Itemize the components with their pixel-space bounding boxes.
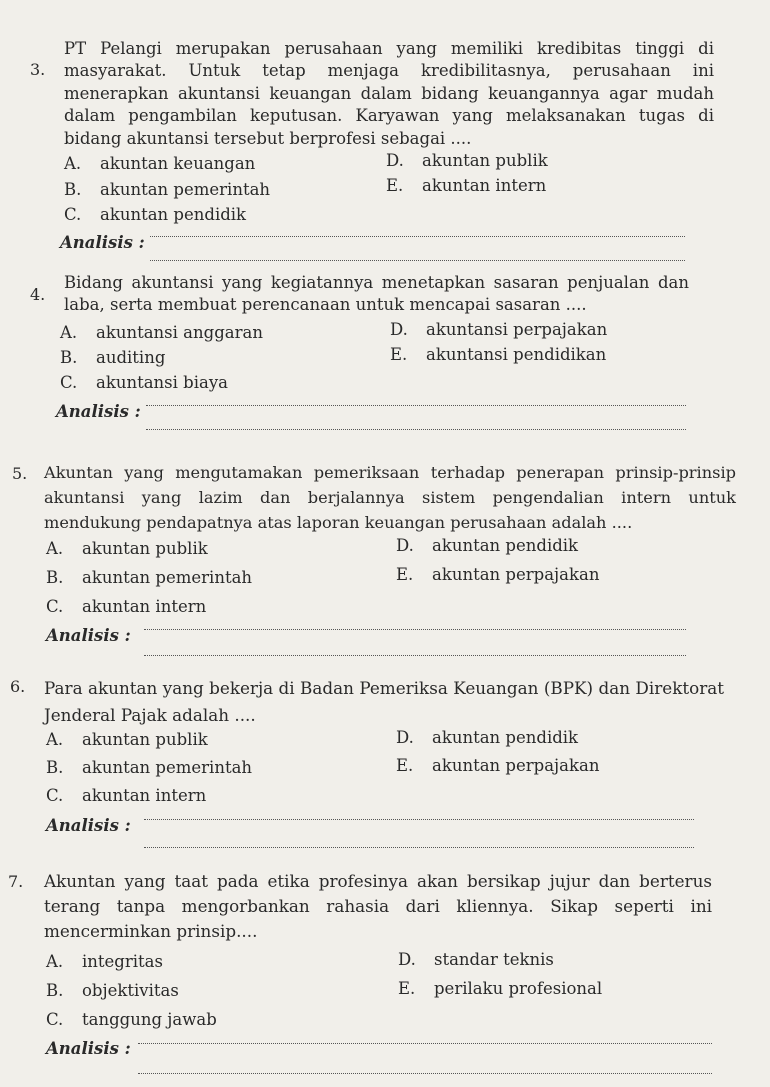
option-a[interactable] — [46, 952, 163, 971]
option-d[interactable] — [398, 950, 554, 969]
option-d[interactable] — [396, 728, 578, 747]
option-letter: B. — [46, 568, 64, 587]
option-text: akuntan perpajakan — [432, 756, 600, 775]
option-text: tanggung jawab — [82, 1010, 217, 1029]
option-letter: B. — [46, 981, 64, 1000]
option-text: akuntansi anggaran — [96, 323, 263, 342]
answer-line[interactable] — [138, 1072, 712, 1074]
option-letter: C. — [46, 597, 64, 616]
option-a[interactable] — [64, 154, 255, 173]
analysis-label: Analisis : — [46, 816, 131, 835]
answer-line[interactable] — [146, 428, 686, 430]
answer-line[interactable] — [144, 654, 686, 656]
answer-line[interactable] — [138, 1042, 712, 1044]
option-text: akuntan pendidik — [432, 728, 579, 747]
option-text: akuntan pendidik — [100, 205, 247, 224]
option-letter: C. — [46, 1010, 64, 1029]
option-letter: D. — [398, 950, 416, 969]
option-c[interactable] — [64, 205, 246, 224]
option-a[interactable] — [46, 730, 208, 749]
answer-line[interactable] — [144, 846, 694, 848]
answer-line[interactable] — [150, 235, 685, 237]
question-stem: Akuntan yang taat pada etika profesinya akan bersikap jujur dan berterus terang tanpa mengorbankan rahasia dari kliennya. Sikap seperti ini mencerminkan prinsip.... — [44, 871, 712, 941]
option-text: akuntan keuangan — [100, 154, 256, 173]
option-letter: E. — [398, 979, 416, 998]
option-c[interactable] — [46, 786, 206, 805]
answer-line[interactable] — [144, 818, 694, 820]
option-text: akuntan intern — [422, 176, 547, 195]
question-number: 7. — [8, 872, 24, 891]
option-text: akuntan publik — [82, 539, 208, 558]
analysis-label: Analisis : — [46, 626, 131, 645]
option-text: akuntan publik — [422, 151, 548, 170]
question-stem: Bidang akuntansi yang kegiatannya menetapkan sasaran penjualan dan laba, serta membuat perencanaan untuk mencapai sasaran .... — [64, 273, 689, 315]
option-letter: D. — [390, 320, 408, 339]
option-letter: E. — [386, 176, 404, 195]
option-text: akuntan pemerintah — [82, 758, 253, 777]
option-c[interactable] — [60, 373, 228, 392]
option-text: akuntan perpajakan — [432, 565, 600, 584]
option-letter: E. — [396, 756, 414, 775]
option-letter: B. — [64, 180, 82, 199]
option-letter: D. — [386, 151, 404, 170]
option-e[interactable] — [390, 345, 606, 364]
option-text: akuntan pemerintah — [100, 180, 271, 199]
question-number: 3. — [30, 60, 46, 79]
option-e[interactable] — [386, 176, 546, 195]
option-b[interactable] — [64, 180, 270, 199]
option-text: objektivitas — [82, 981, 179, 1000]
question-stem: Para akuntan yang bekerja di Badan Pemeriksa Keuangan (BPK) dan Direktorat Jenderal Pajak adalah .... — [44, 678, 724, 725]
option-letter: E. — [390, 345, 408, 364]
option-text: perilaku profesional — [434, 979, 603, 998]
option-text: integritas — [82, 952, 163, 971]
question-stem: PT Pelangi merupakan perusahaan yang memiliki kredibitas tinggi di masyarakat. Untuk tetap menjaga kredibilitasnya, perusahaan ini menerapkan akuntansi keuangan dalam bidang keuangannya agar mudah dalam pengambilan keputusan. Karyawan yang melaksanakan tugas di bidang akuntansi tersebut berprofesi sebagai .... — [64, 39, 714, 148]
option-letter: D. — [396, 728, 414, 747]
option-letter: C. — [60, 373, 78, 392]
option-letter: A. — [46, 952, 64, 971]
option-letter: E. — [396, 565, 414, 584]
option-letter: D. — [396, 536, 414, 555]
analysis-label: Analisis : — [56, 402, 141, 421]
option-d[interactable] — [386, 151, 548, 170]
option-letter: A. — [64, 154, 82, 173]
option-text: akuntan intern — [82, 597, 207, 616]
option-letter: A. — [46, 730, 64, 749]
analysis-label: Analisis : — [60, 233, 145, 252]
option-d[interactable] — [390, 320, 607, 339]
option-text: auditing — [96, 348, 166, 367]
option-e[interactable] — [398, 979, 602, 998]
option-text: akuntan intern — [82, 786, 207, 805]
answer-line[interactable] — [150, 259, 685, 261]
option-d[interactable] — [396, 536, 578, 555]
analysis-label: Analisis : — [46, 1039, 131, 1058]
option-text: akuntan publik — [82, 730, 208, 749]
option-e[interactable] — [396, 565, 599, 584]
question-number: 6. — [10, 677, 26, 696]
option-letter: C. — [64, 205, 82, 224]
option-text: standar teknis — [434, 950, 554, 969]
question-stem: Akuntan yang mengutamakan pemeriksaan terhadap penerapan prinsip-prinsip akuntansi yang lazim dan berjalannya sistem pengendalian intern untuk mendukung pendapatnya atas laporan keuangan perusahaan adalah .... — [44, 463, 736, 532]
option-text: akuntan pendidik — [432, 536, 579, 555]
option-e[interactable] — [396, 756, 599, 775]
question-number: 5. — [12, 464, 28, 483]
answer-line[interactable] — [146, 404, 686, 406]
option-b[interactable] — [46, 981, 179, 1000]
option-text: akuntansi biaya — [96, 373, 229, 392]
option-c[interactable] — [46, 597, 206, 616]
answer-line[interactable] — [144, 628, 686, 630]
option-letter: A. — [60, 323, 78, 342]
option-b[interactable] — [46, 758, 252, 777]
option-a[interactable] — [46, 539, 208, 558]
option-c[interactable] — [46, 1010, 217, 1029]
option-b[interactable] — [60, 348, 165, 367]
question-number: 4. — [30, 285, 46, 304]
option-text: akuntansi perpajakan — [426, 320, 608, 339]
option-letter: C. — [46, 786, 64, 805]
option-letter: B. — [46, 758, 64, 777]
option-text: akuntansi pendidikan — [426, 345, 607, 364]
option-letter: A. — [46, 539, 64, 558]
option-a[interactable] — [60, 323, 263, 342]
option-b[interactable] — [46, 568, 252, 587]
option-letter: B. — [60, 348, 78, 367]
option-text: akuntan pemerintah — [82, 568, 253, 587]
